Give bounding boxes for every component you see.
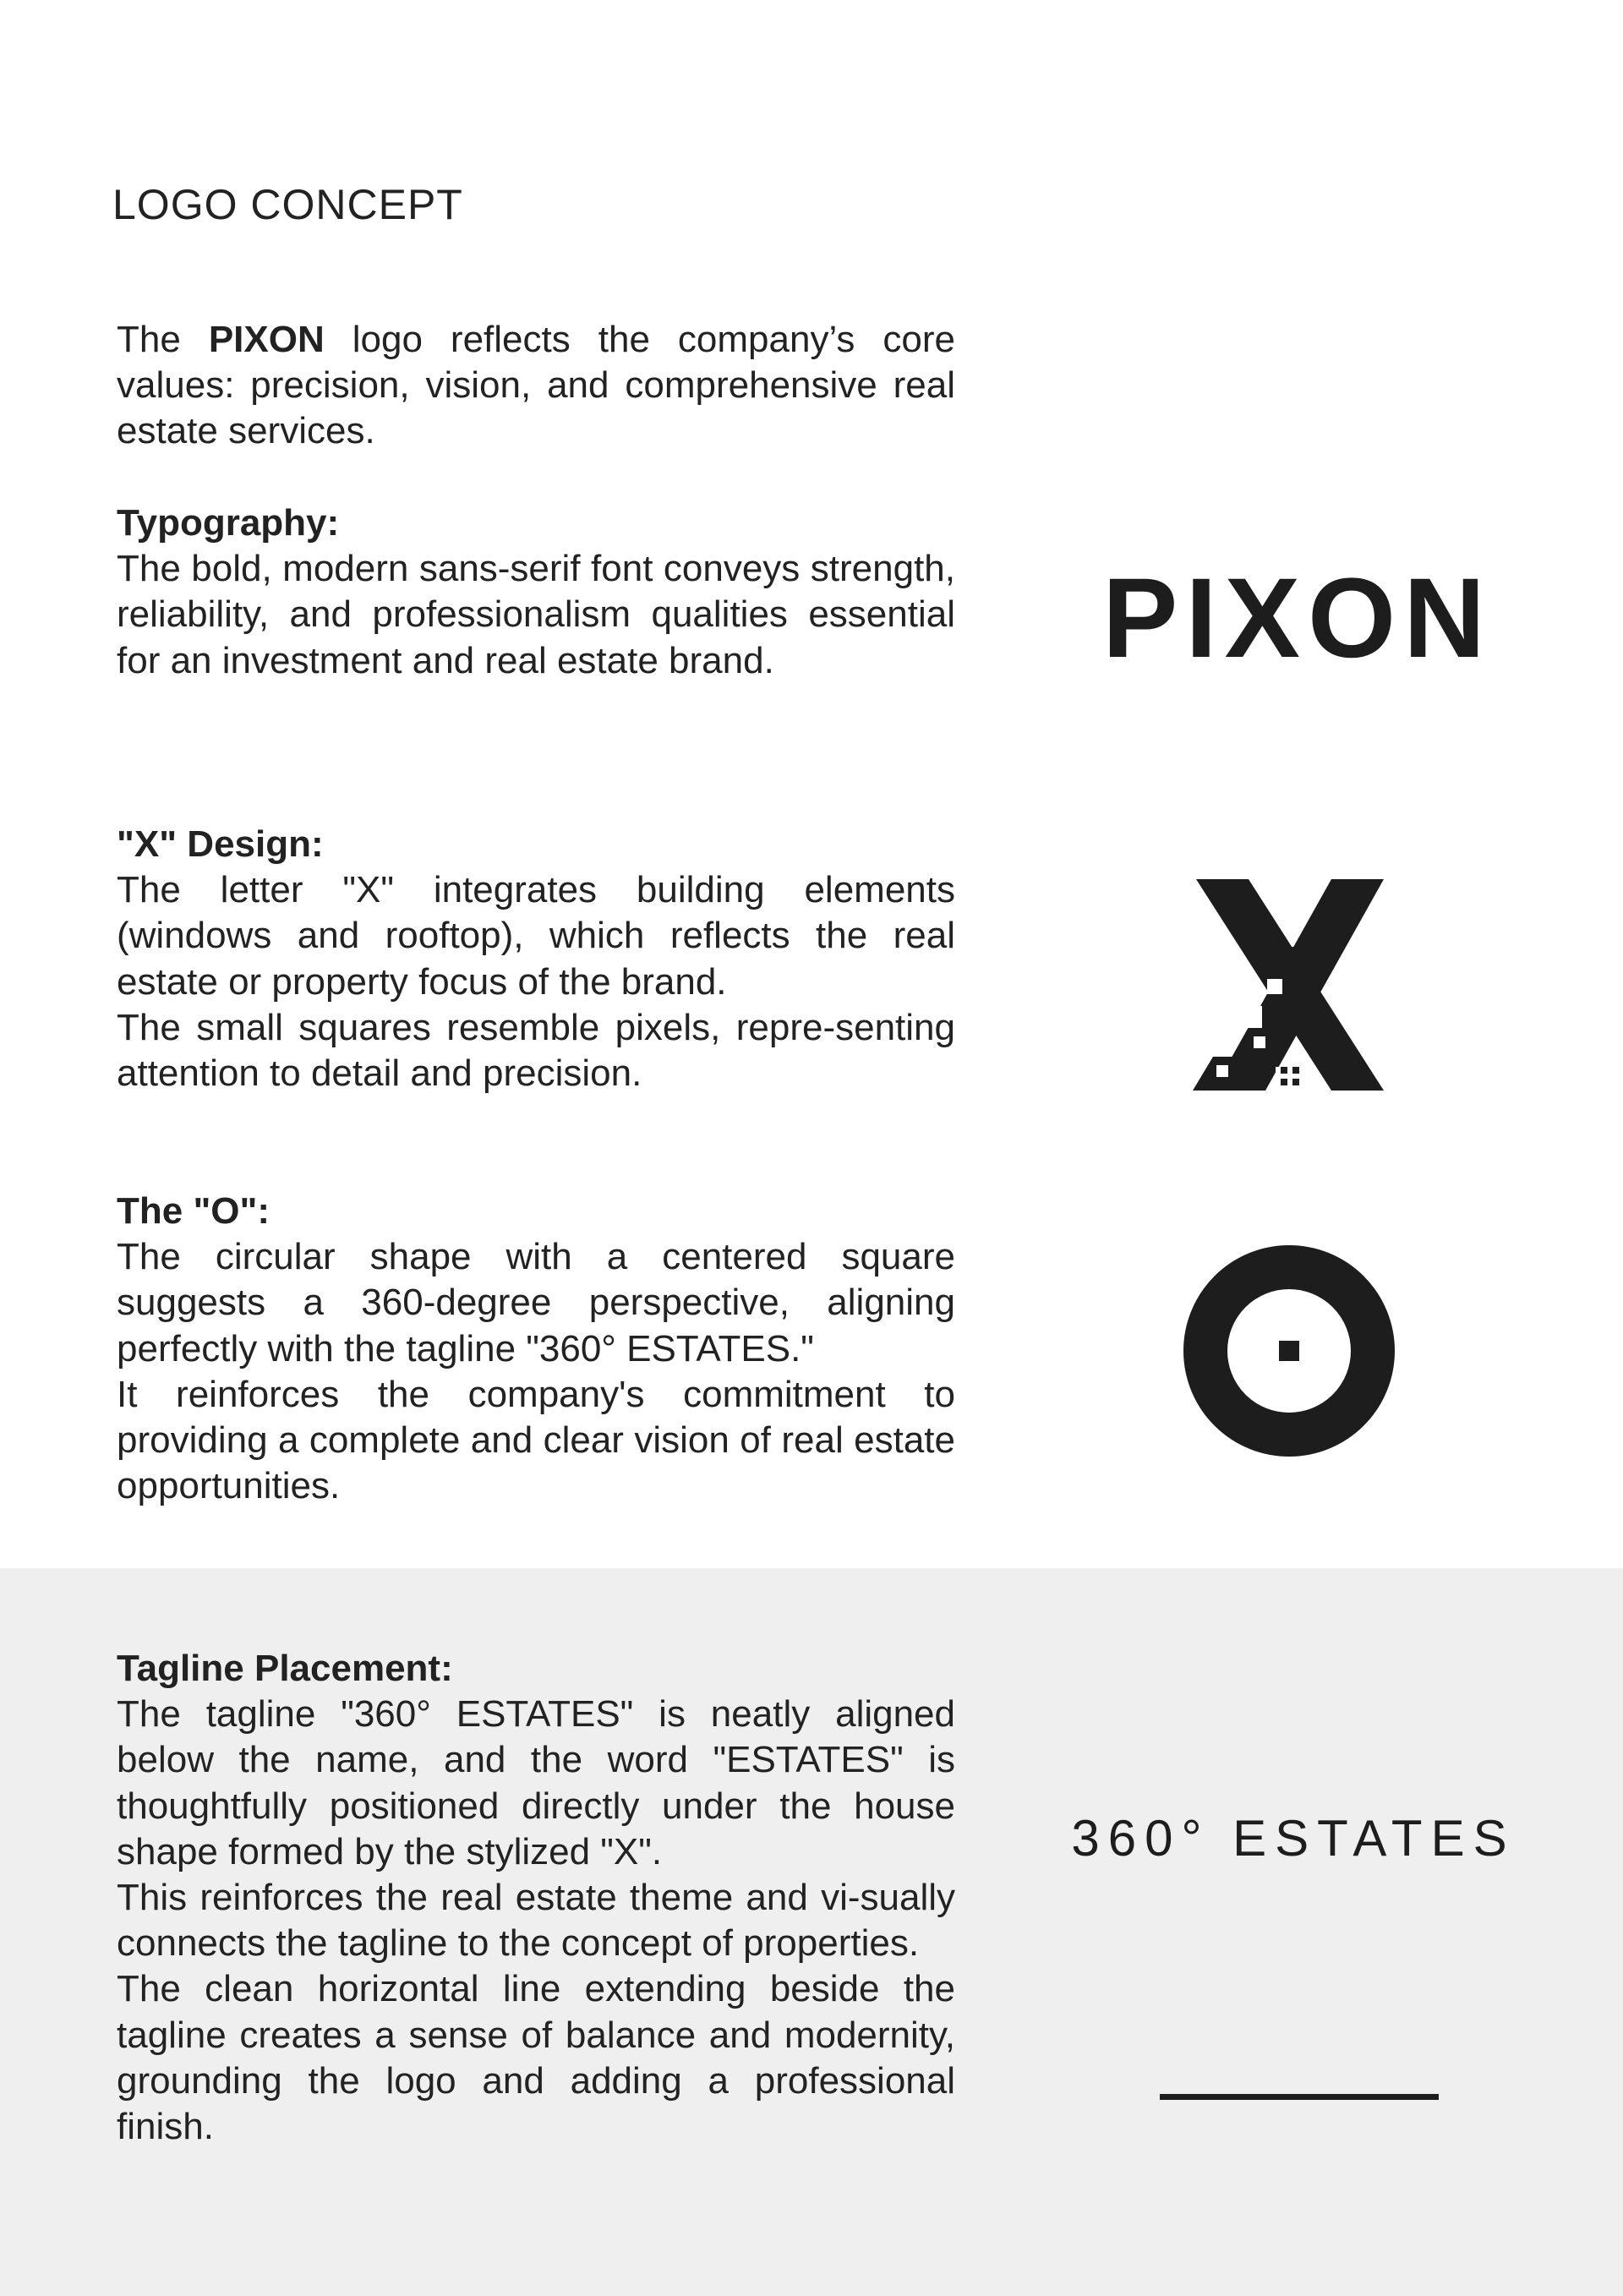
tagline-section bbox=[117, 1646, 955, 2150]
o-circle-square-icon bbox=[1179, 1243, 1399, 1462]
tagline-body-1: The tagline "360° ESTATES" is neatly aligned below the name, and the word "ESTATES" is thoughtfully positioned directly under the house shape formed by the stylized "X". bbox=[117, 1693, 955, 1872]
intro-paragraph bbox=[117, 317, 955, 455]
tagline-rule bbox=[1160, 2094, 1439, 2100]
o-design-body-1: The circular shape with a centered square suggests a 360-degree perspective, aligning perfectly with the tagline "360° ESTATES." bbox=[117, 1236, 955, 1369]
page-title: LOGO CONCEPT bbox=[112, 181, 463, 228]
intro-after: logo reflects the company’s core values: precision, vision, and comprehensive real estate services. bbox=[117, 319, 956, 452]
o-design-body-2: It reinforces the company's commitment to providing a complete and clear vision of real estate opportunities. bbox=[117, 1373, 955, 1507]
o-design-heading: The "O": bbox=[117, 1190, 270, 1232]
o-design-section bbox=[117, 1189, 955, 1509]
pixon-wordmark: PIXON bbox=[1102, 555, 1493, 681]
intro-before: The bbox=[117, 319, 209, 360]
tagline-mark: 360° ESTATES bbox=[1071, 1810, 1516, 1867]
intro-brand-name: PIXON bbox=[208, 319, 325, 360]
x-design-heading: "X" Design: bbox=[117, 823, 324, 865]
tagline-heading: Tagline Placement: bbox=[117, 1648, 453, 1689]
typography-section bbox=[117, 500, 955, 684]
tagline-body-3: The clean horizontal line extending beside the tagline creates a sense of balance and modernity, grounding the logo and adding a professional finish. bbox=[117, 1968, 955, 2148]
x-design-section bbox=[117, 822, 955, 1096]
typography-body: The bold, modern sans-serif font conveys strength, reliability, and professionalism qualities essential for an investment and real estate brand. bbox=[117, 548, 955, 681]
x-design-body-1: The letter "X" integrates building elements (windows and rooftop), which reflects the real estate or property focus of the brand. bbox=[117, 869, 955, 1003]
x-building-icon bbox=[1188, 879, 1391, 1091]
tagline-body-2: This reinforces the real estate theme and vi-sually connects the tagline to the concept of properties. bbox=[117, 1877, 955, 1965]
x-design-body-2: The small squares resemble pixels, repre-senting attention to detail and precision. bbox=[117, 1006, 955, 1095]
typography-heading: Typography: bbox=[117, 502, 340, 544]
